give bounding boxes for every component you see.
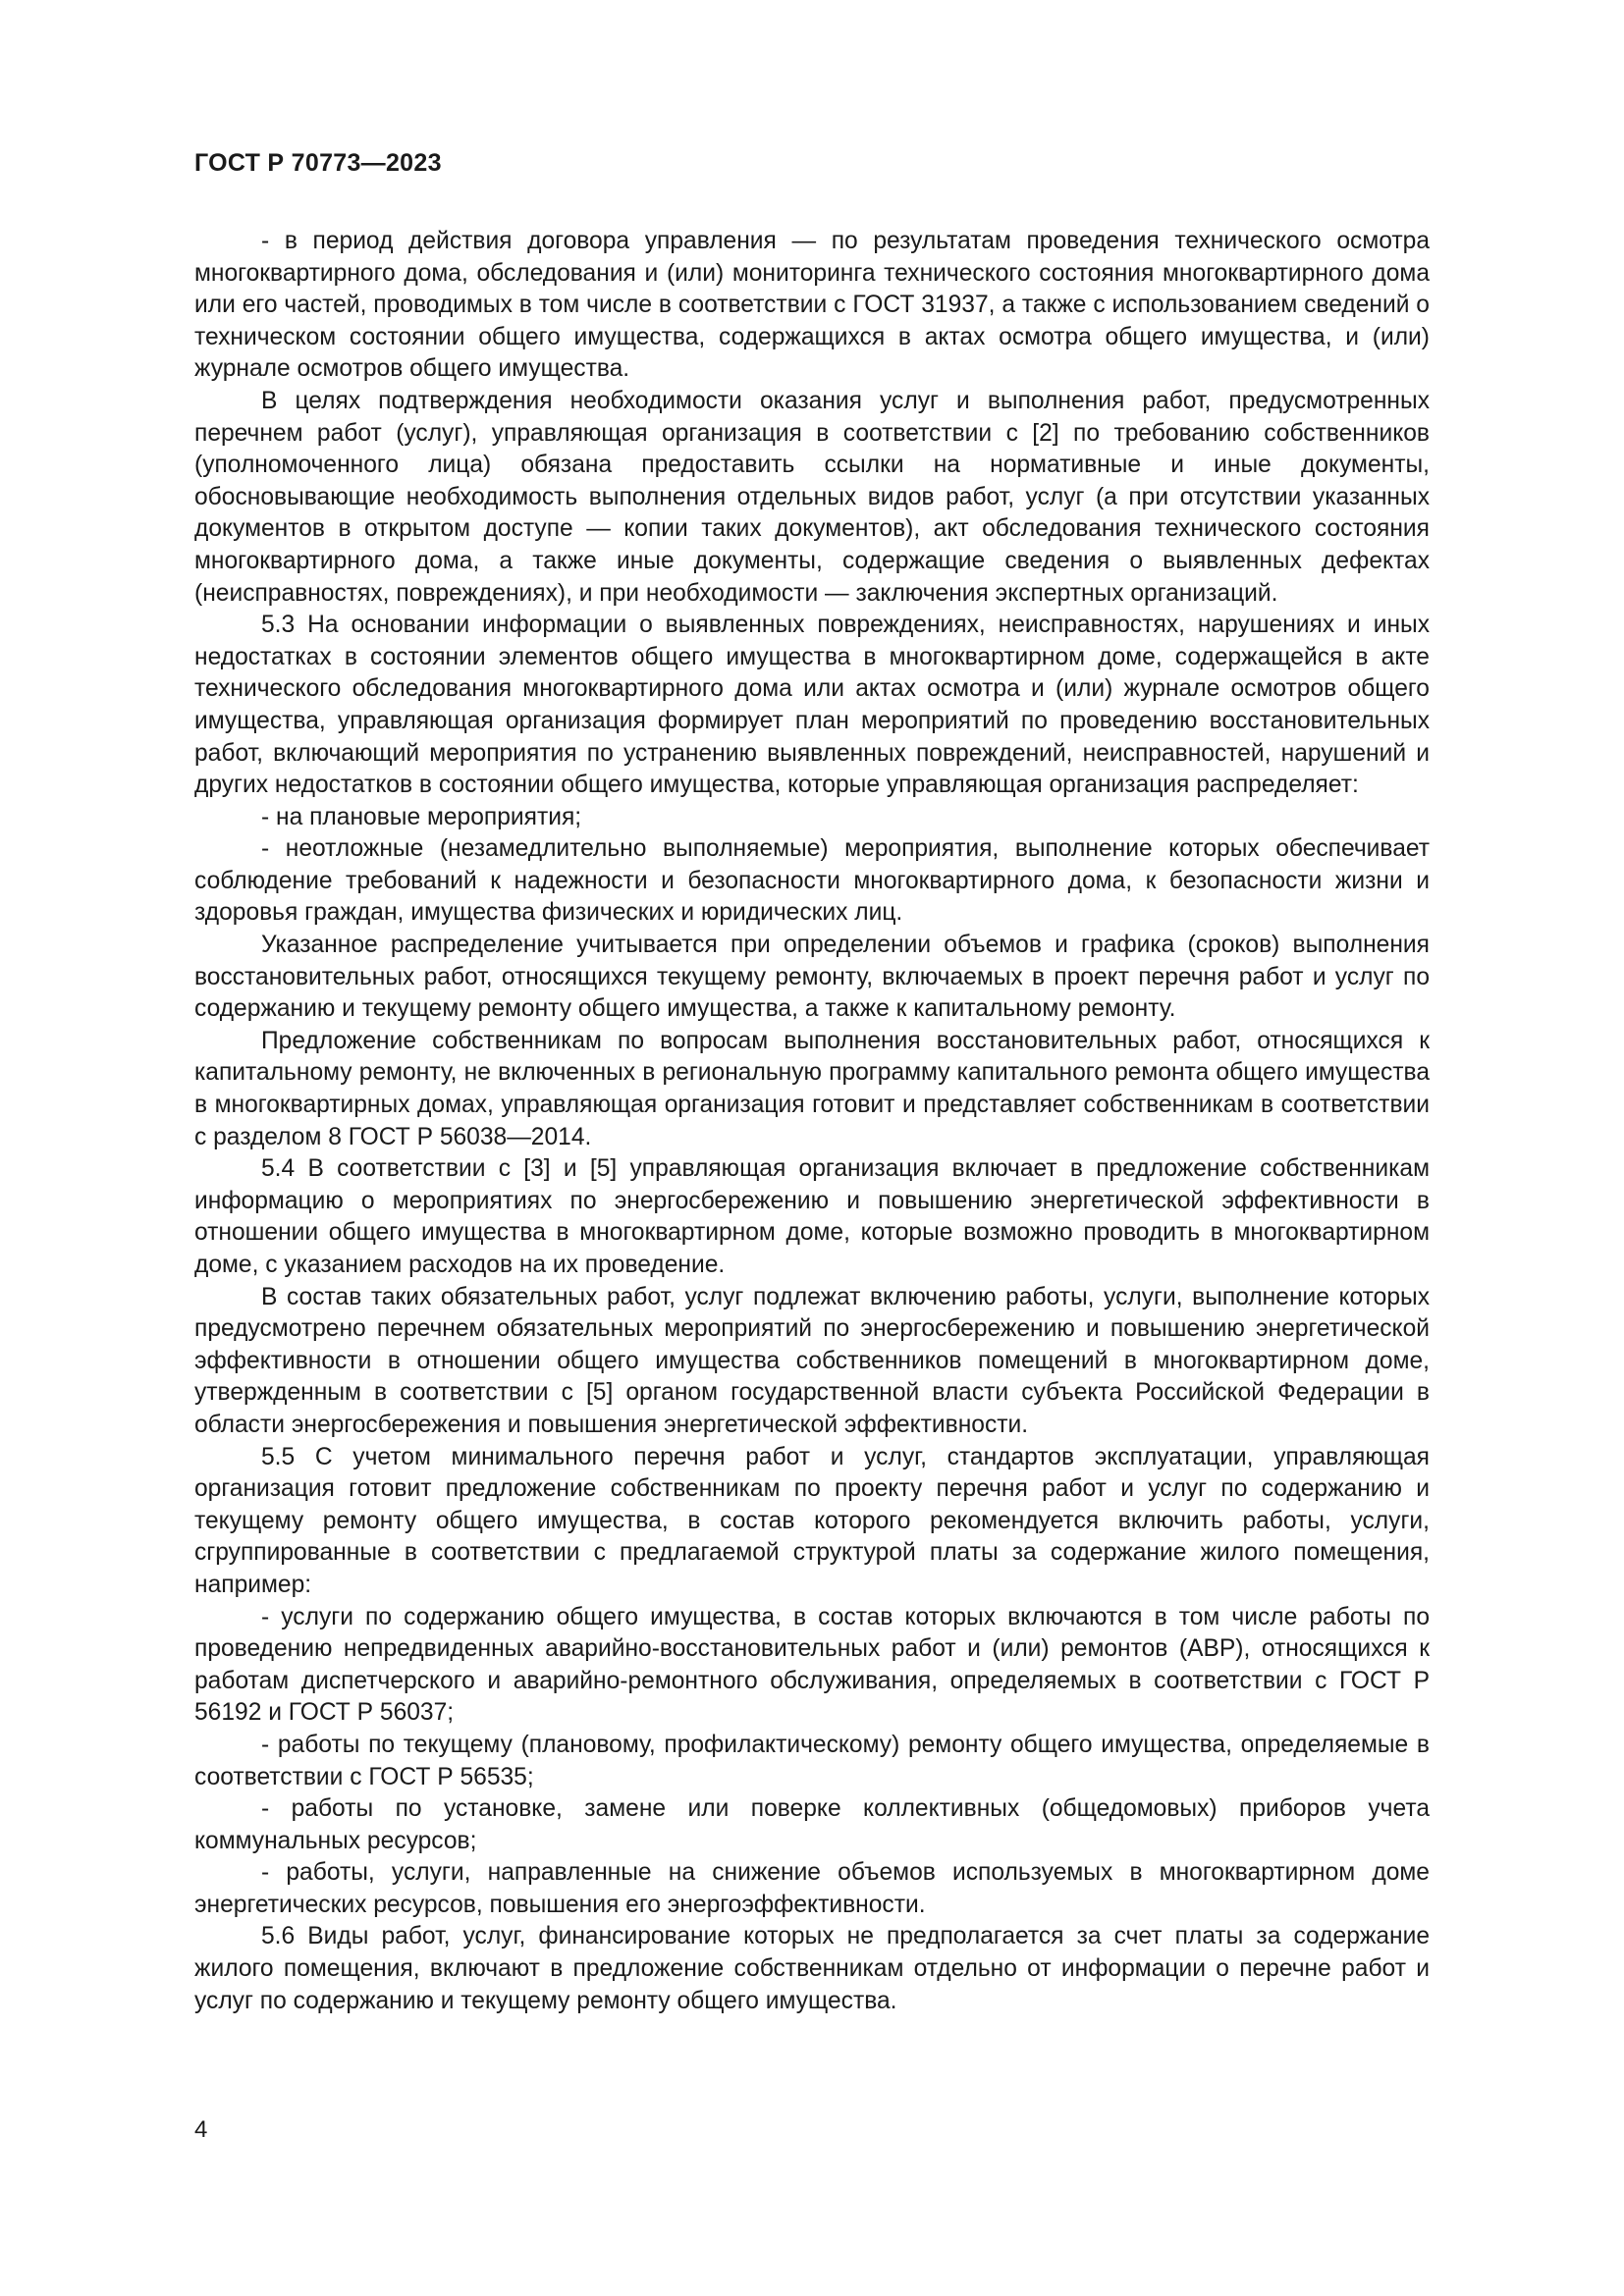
clause-5-5: 5.5 С учетом минимального перечня работ и услуг, стандартов эксплуатации, управляющая организация готовит предложение собственникам по проекту перечня работ и услуг по содержанию и текущему ремонту общего имущества, в состав которого рекомендуется включить работы, услуги, сгруппированные в соответствии с предлагаемой структурой платы за содержание жилого помещения, например:: [194, 1443, 1430, 1598]
clause-5-3: 5.3 На основании информации о выявленных повреждениях, неисправностях, нарушениях и иных недостатках в состоянии элементов общего имущества в многоквартирном доме, содержащейся в акте технического обследования многоквартирного дома или актах осмотра и (или) журнале осмотров общего имущества, управляющая организация формирует план мероприятий по проведению восстановительных работ, включающий мероприятия по устранению выявленных повреждений, неисправностей, нарушений и других недостатков в состоянии общего имущества, которые управляющая организация распределяет:: [194, 612, 1430, 799]
document-body: [194, 226, 1430, 2017]
list-item-urgent: - неотложные (незамедлительно выполняемые) мероприятия, выполнение которых обеспечивает соблюдение требований к надежности и безопасности многоквартирного дома, к безопасности жизни и здоровья граждан, имущества физических и юридических лиц.: [194, 835, 1430, 927]
list-item-maintenance: - услуги по содержанию общего имущества, в состав которых включаются в том числе работы по проведению непредвиденных аварийно-восстановительных работ и (или) ремонтов (АВР), относящихся к работам диспетчерского и аварийно-ремонтного обслуживания, определяемых в соответствии с ГОСТ Р 56192 и ГОСТ Р 56037;: [194, 1603, 1430, 1727]
list-item-energy-saving: - работы, услуги, направленные на снижение объемов используемых в многоквартирном доме энергетических ресурсов, повышения его энергоэффективности.: [194, 1859, 1430, 1918]
standard-header: ГОСТ Р 70773—2023: [194, 149, 442, 177]
paragraph-capital-repair: Предложение собственникам по вопросам выполнения восстановительных работ, относящихся к капитальному ремонту, не включенных в региональную программу капитального ремонта общего имущества в многоквартирных домах, управляющая организация готовит и представляет собственникам в соответствии с разделом 8 ГОСТ Р 56038—2014.: [194, 1027, 1430, 1150]
list-item-planned: - на плановые мероприятия;: [261, 803, 582, 830]
paragraph-justification: В целях подтверждения необходимости оказания услуг и выполнения работ, предусмотренных перечнем работ (услуг), управляющая организация в соответствии с [2] по требованию собственников (уполномоченного лица) обязана предоставить ссылки на нормативные и иные документы, обосновывающие необходимость выполнения отдельных видов работ, услуг (а при отсутствии указанных документов в открытом доступе — копии таких документов), акт обследования технического состояния многоквартирного дома, а также иные документы, содержащие сведения о выявленных дефектах (неисправностях, повреждениях), и при необходимости — заключения экспертных организаций.: [194, 387, 1430, 607]
clause-5-4: 5.4 В соответствии с [3] и [5] управляющая организация включает в предложение собственникам информацию о мероприятиях по энергосбережению и повышению энергетической эффективности в отношении общего имущества в многоквартирном доме, которые возможно проводить в многоквартирном доме, с указанием расходов на их проведение.: [194, 1155, 1430, 1278]
list-item-current-repair: - работы по текущему (плановому, профилактическому) ремонту общего имущества, определяемые в соответствии с ГОСТ Р 56535;: [194, 1731, 1430, 1790]
list-item-metering: - работы по установке, замене или поверке коллективных (общедомовых) приборов учета коммунальных ресурсов;: [194, 1795, 1430, 1854]
paragraph-mandatory-works: В состав таких обязательных работ, услуг подлежат включению работы, услуги, выполнение которых предусмотрено перечнем обязательных мероприятий по энергосбережению и повышению энергетической эффективности в отношении общего имущества собственников помещений в многоквартирном доме, утвержденным в соответствии с [5] органом государственной власти субъекта Российской Федерации в области энергосбережения и повышения энергетической эффективности.: [194, 1283, 1430, 1438]
paragraph-inspection: - в период действия договора управления — по результатам проведения технического осмотра многоквартирного дома, обследования и (или) мониторинга технического состояния многоквартирного дома или его частей, проводимых в том числе в соответствии с ГОСТ 31937, а также с использованием сведений о техническом состоянии общего имущества, содержащихся в актах осмотра общего имущества, и (или) журнале осмотров общего имущества.: [194, 228, 1430, 383]
clause-5-6: 5.6 Виды работ, услуг, финансирование которых не предполагается за счет платы за содержание жилого помещения, включают в предложение собственникам отдельно от информации о перечне работ и услуг по содержанию и текущему ремонту общего имущества.: [194, 1923, 1430, 2014]
paragraph-distribution: Указанное распределение учитывается при определении объемов и графика (сроков) выполнения восстановительных работ, относящихся текущему ремонту, включаемых в проект перечня работ и услуг по содержанию и текущему ремонту общего имущества, а также к капитальному ремонту.: [194, 932, 1430, 1023]
page-number: 4: [194, 2116, 208, 2143]
